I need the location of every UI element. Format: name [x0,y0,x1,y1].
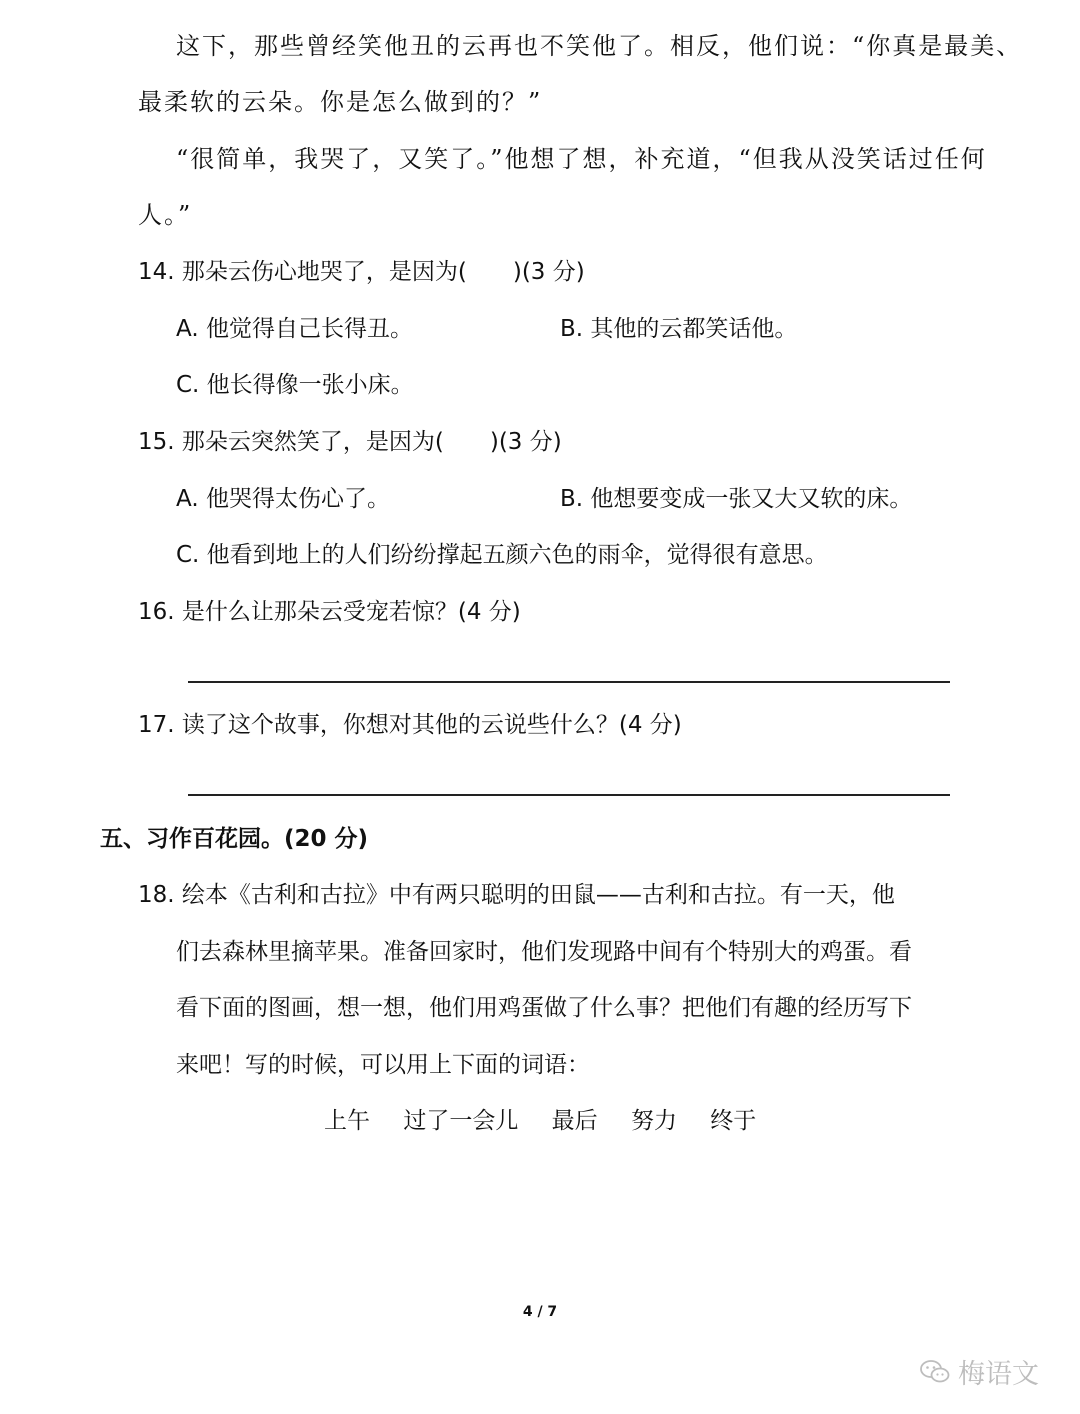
question-17-answer-line[interactable] [188,794,950,796]
question-15-option-b: B. 他想要变成一张又大又软的床。 [560,486,913,512]
question-14-stem: 14. 那朵云伤心地哭了，是因为( )(3 分) [138,259,585,285]
question-18-line-2: 们去森林里摘苹果。准备回家时，他们发现路中间有个特别大的鸡蛋。看 [176,939,912,965]
section-5-heading: 五、习作百花园。(20 分) [100,826,369,852]
word-bank-item: 努力 [630,1108,677,1134]
question-15-stem: 15. 那朵云突然笑了，是因为( )(3 分) [138,429,562,455]
question-18-line-1: 18. 绘本《古利和古拉》中有两只聪明的田鼠——古利和古拉。有一天，他 [138,882,895,908]
word-bank-item: 终于 [710,1108,757,1134]
question-18-line-3: 看下面的图画，想一想，他们用鸡蛋做了什么事？把他们有趣的经历写下 [176,995,912,1021]
story-line-2: 最柔软的云朵。你是怎么做到的？” [138,88,543,116]
question-14-option-c: C. 他长得像一张小床。 [176,372,414,398]
story-line-4: 人。” [138,201,193,229]
question-16-stem: 16. 是什么让那朵云受宠若惊？(4 分) [138,599,521,625]
question-16-answer-line[interactable] [188,681,950,683]
question-15-option-a: A. 他哭得太伤心了。 [176,486,390,512]
question-18-line-4: 来吧！写的时候，可以用上下面的词语： [176,1052,590,1078]
question-15-option-c: C. 他看到地上的人们纷纷撑起五颜六色的雨伞，觉得很有意思。 [176,542,828,568]
page-number: 4 / 7 [522,1304,558,1320]
question-17-stem: 17. 读了这个故事，你想对其他的云说些什么？(4 分) [138,712,682,738]
watermark-text: 梅语文 [958,1359,1039,1390]
word-bank-item: 过了一会儿 [403,1108,519,1134]
story-line-1: 这下，那些曾经笑他丑的云再也不笑他了。相反，他们说：“你真是最美、 [176,32,1023,60]
story-line-3: “很简单，我哭了，又笑了。”他想了想，补充道，“但我从没笑话过任何 [176,145,987,173]
word-bank-item: 上午 [324,1108,370,1134]
wechat-icon [920,1359,950,1385]
watermark [920,1352,1039,1391]
question-14-option-b: B. 其他的云都笑话他。 [560,316,798,342]
question-14-option-a: A. 他觉得自己长得丑。 [176,316,413,342]
word-bank [324,1105,782,1137]
word-bank-item: 最后 [551,1108,598,1134]
